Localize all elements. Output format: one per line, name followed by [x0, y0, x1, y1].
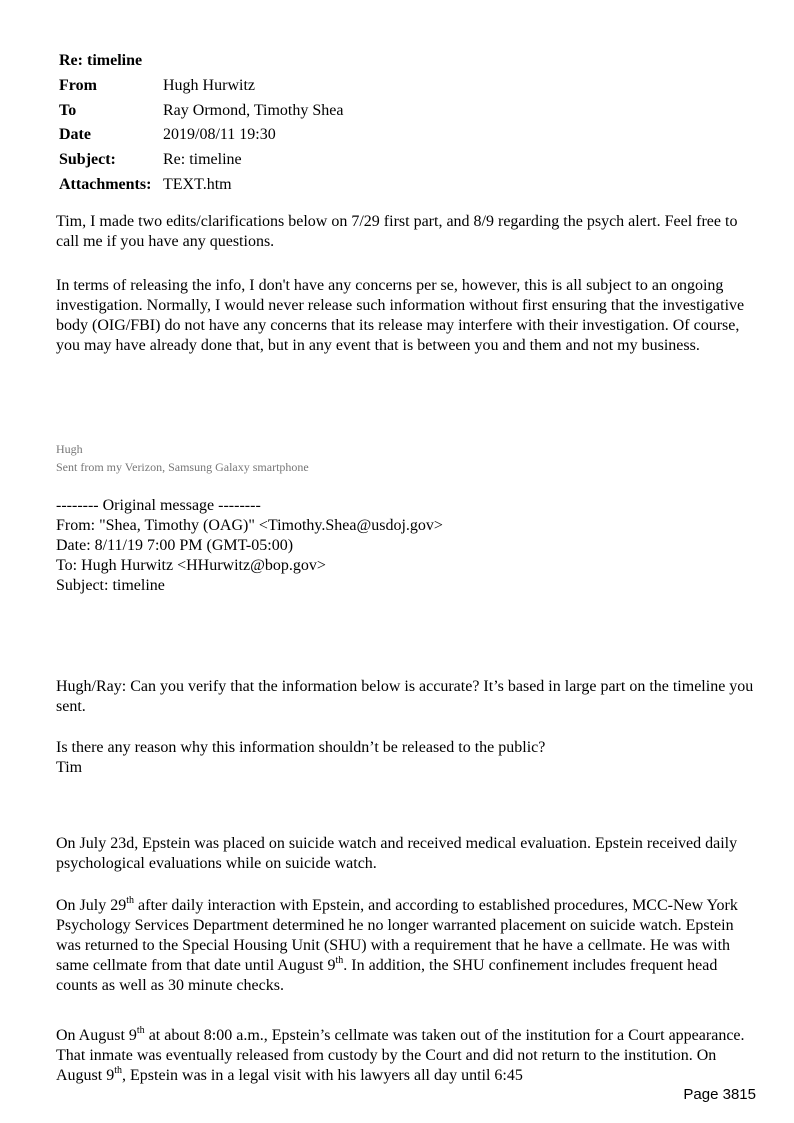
original-from: From: "Shea, Timothy (OAG)" <Timothy.Shea@usdoj.gov>: [56, 517, 443, 534]
message-paragraph-1: Hugh/Ray: Can you verify that the information below is accurate? It’s based in large part on the timeline you sent.: [56, 678, 754, 715]
header-subject-line: Re: timeline: [59, 52, 143, 69]
header-row-to: [59, 99, 343, 124]
superscript: th: [126, 894, 135, 906]
original-to: To: Hugh Hurwitz <HHurwitz@bop.gov>: [56, 557, 326, 574]
original-date: Date: 8/11/19 7:00 PM (GMT-05:00): [56, 537, 294, 554]
text-run: . In addition, the SHU confinement includes frequent head counts as well as 30 minute checks.: [56, 957, 718, 994]
original-subject: Subject: timeline: [56, 577, 165, 594]
original-message-header: [56, 496, 443, 596]
header-row-date: [59, 123, 343, 148]
header-label: Date: [59, 126, 91, 144]
text-run: at about 8:00 a.m., Epstein’s cellmate was taken out of the institution for a Court appearance. That inmate was eventually released from custody by the Court and did not return to the institution. On August 9: [56, 1027, 745, 1084]
text-run: On August 9: [56, 1027, 137, 1044]
message-question-line: Is there any reason why this information shouldn’t be released to the public?: [56, 739, 546, 756]
header-row-subject: [59, 148, 343, 173]
header-label: Attachments:: [59, 175, 152, 193]
reply-paragraph-1: Tim, I made two edits/clarifications below on 7/29 first part, and 8/9 regarding the psych alert. Feel free to call me if you have any questions.: [56, 213, 738, 250]
header-row-attachments: [59, 173, 343, 198]
message-paragraph-july-29: [56, 896, 756, 996]
message-paragraph-august-9: [56, 1026, 756, 1086]
message-paragraph-july-23: On July 23d, Epstein was placed on suicide watch and received medical evaluation. Epstein received daily psychological evaluations while on suicide watch.: [56, 835, 738, 872]
header-value: Ray Ormond, Timothy Shea: [163, 101, 344, 119]
reply-paragraph-2: In terms of releasing the info, I don't have any concerns per se, however, this is all subject to an ongoing investigation. Normally, I would never release such information without first ensuring that the investigative body (OIG/FBI) do not have any concerns that its release may interfere with their investigation. Of course, you may have already done that, but in any event that is between you and them and not my business.: [56, 277, 745, 354]
text-run: , Epstein was in a legal visit with his lawyers all day until 6:45: [122, 1067, 523, 1084]
header-row-from: [59, 74, 343, 99]
header-value: Re: timeline: [163, 151, 242, 169]
signature-sent-from: Sent from my Verizon, Samsung Galaxy smartphone: [56, 460, 309, 474]
header-label: To: [59, 101, 77, 119]
page-number: Page 3815: [683, 1086, 756, 1103]
superscript: th: [136, 1026, 145, 1036]
email-header: [59, 49, 343, 198]
attachment-name: TEXT.htm: [163, 175, 232, 193]
original-message-divider: -------- Original message --------: [56, 497, 261, 514]
message-paragraph-august-9-clipped: [56, 1026, 756, 1088]
message-signoff: Tim: [56, 759, 83, 776]
superscript: th: [335, 954, 344, 966]
superscript: th: [114, 1064, 123, 1076]
text-run: On July 29: [56, 897, 127, 914]
header-label: Subject:: [59, 151, 116, 169]
header-value: 2019/08/11 19:30: [163, 126, 276, 144]
message-paragraph-2: [56, 738, 756, 778]
signature-name: Hugh: [56, 442, 83, 456]
header-value: Hugh Hurwitz: [163, 76, 255, 94]
header-label: From: [59, 76, 97, 94]
text-run: after daily interaction with Epstein, and according to established procedures, MCC-New York Psychology Services Department determined he no longer warranted placement on suicide watch. Epstein was returned to the Special Housing Unit (SHU) with a requirement that he have a cellmate. He was with same cellmate from that date until August 9: [56, 897, 738, 974]
